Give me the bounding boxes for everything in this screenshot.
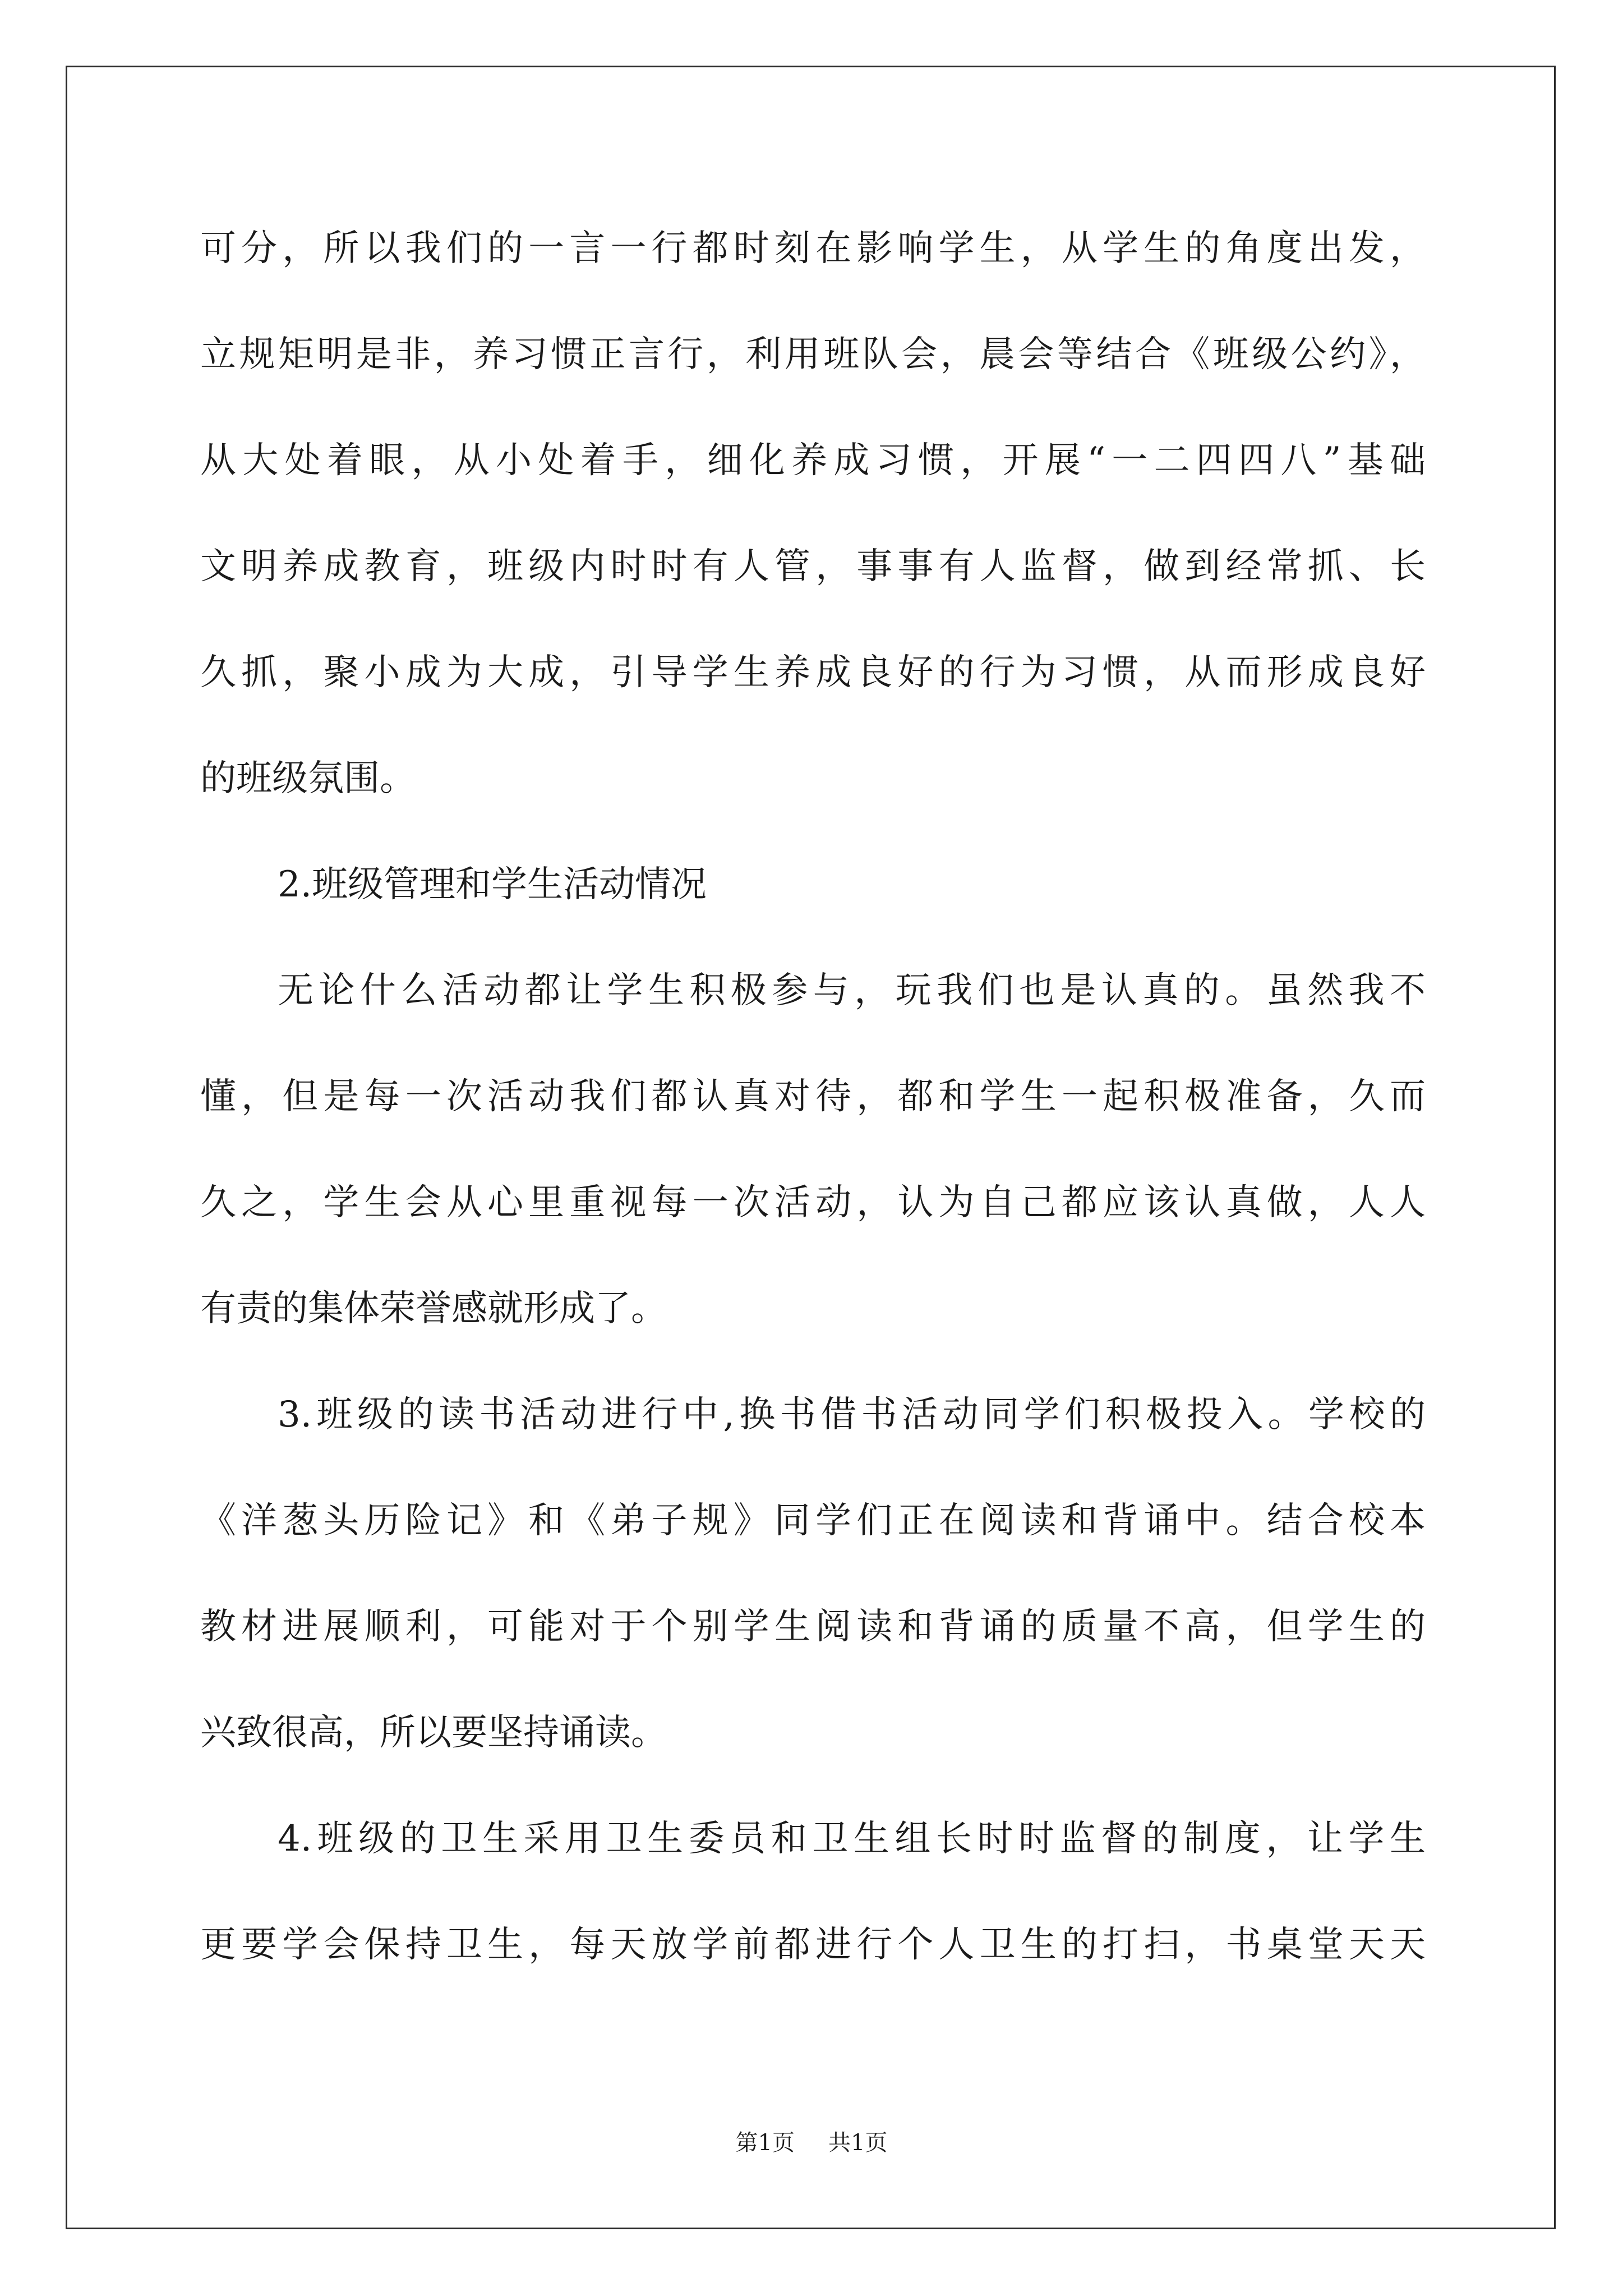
body-line: 无论什么活动都让学生积极参与，玩我们也是认真的。虽然我不 [278,970,1426,1011]
section-item-4: 4.班级的卫生采用卫生委员和卫生组长时时监督的制度，让学生 [278,1818,1426,1860]
body-line: 文明养成教育，班级内时时有人管，事事有人监督，做到经常抓、长 [200,546,1426,587]
body-line: 《洋葱头历险记》和《弟子规》同学们正在阅读和背诵中。结合校本 [200,1500,1426,1542]
page-total: 共1页 [828,2130,888,2156]
body-line: 从大处着眼，从小处着手，细化养成习惯，开展“一二四四八”基础 [200,440,1426,481]
body-line: 久之，学生会从心里重视每一次活动，认为自己都应该认真做，人人 [200,1182,1426,1223]
section-item-3: 3.班级的读书活动进行中,换书借书活动同学们积极投入。学校的 [278,1394,1426,1435]
body-line: 兴致很高，所以要坚持诵读。 [200,1712,667,1754]
body-line: 的班级氛围。 [200,758,416,799]
body-line: 懂，但是每一次活动我们都认真对待，都和学生一起积极准备，久而 [200,1076,1426,1117]
body-line: 立规矩明是非，养习惯正言行，利用班队会，晨会等结合《班级公约》， [200,334,1426,375]
document-body [200,196,1426,1998]
body-line: 有责的集体荣誉感就形成了。 [200,1288,667,1329]
section-heading-2: 2.班级管理和学生活动情况 [278,864,707,905]
body-line: 可分，所以我们的一言一行都时刻在影响学生，从学生的角度出发， [200,228,1426,269]
body-line: 更要学会保持卫生，每天放学前都进行个人卫生的打扫，书桌堂天天 [200,1924,1426,1966]
page-number: 第1页 [735,2130,795,2156]
body-line: 教材进展顺利，可能对于个别学生阅读和背诵的质量不高，但学生的 [200,1606,1426,1648]
page-footer [0,2126,1623,2160]
body-line: 久抓，聚小成为大成，引导学生养成良好的行为习惯，从而形成良好 [200,652,1426,693]
